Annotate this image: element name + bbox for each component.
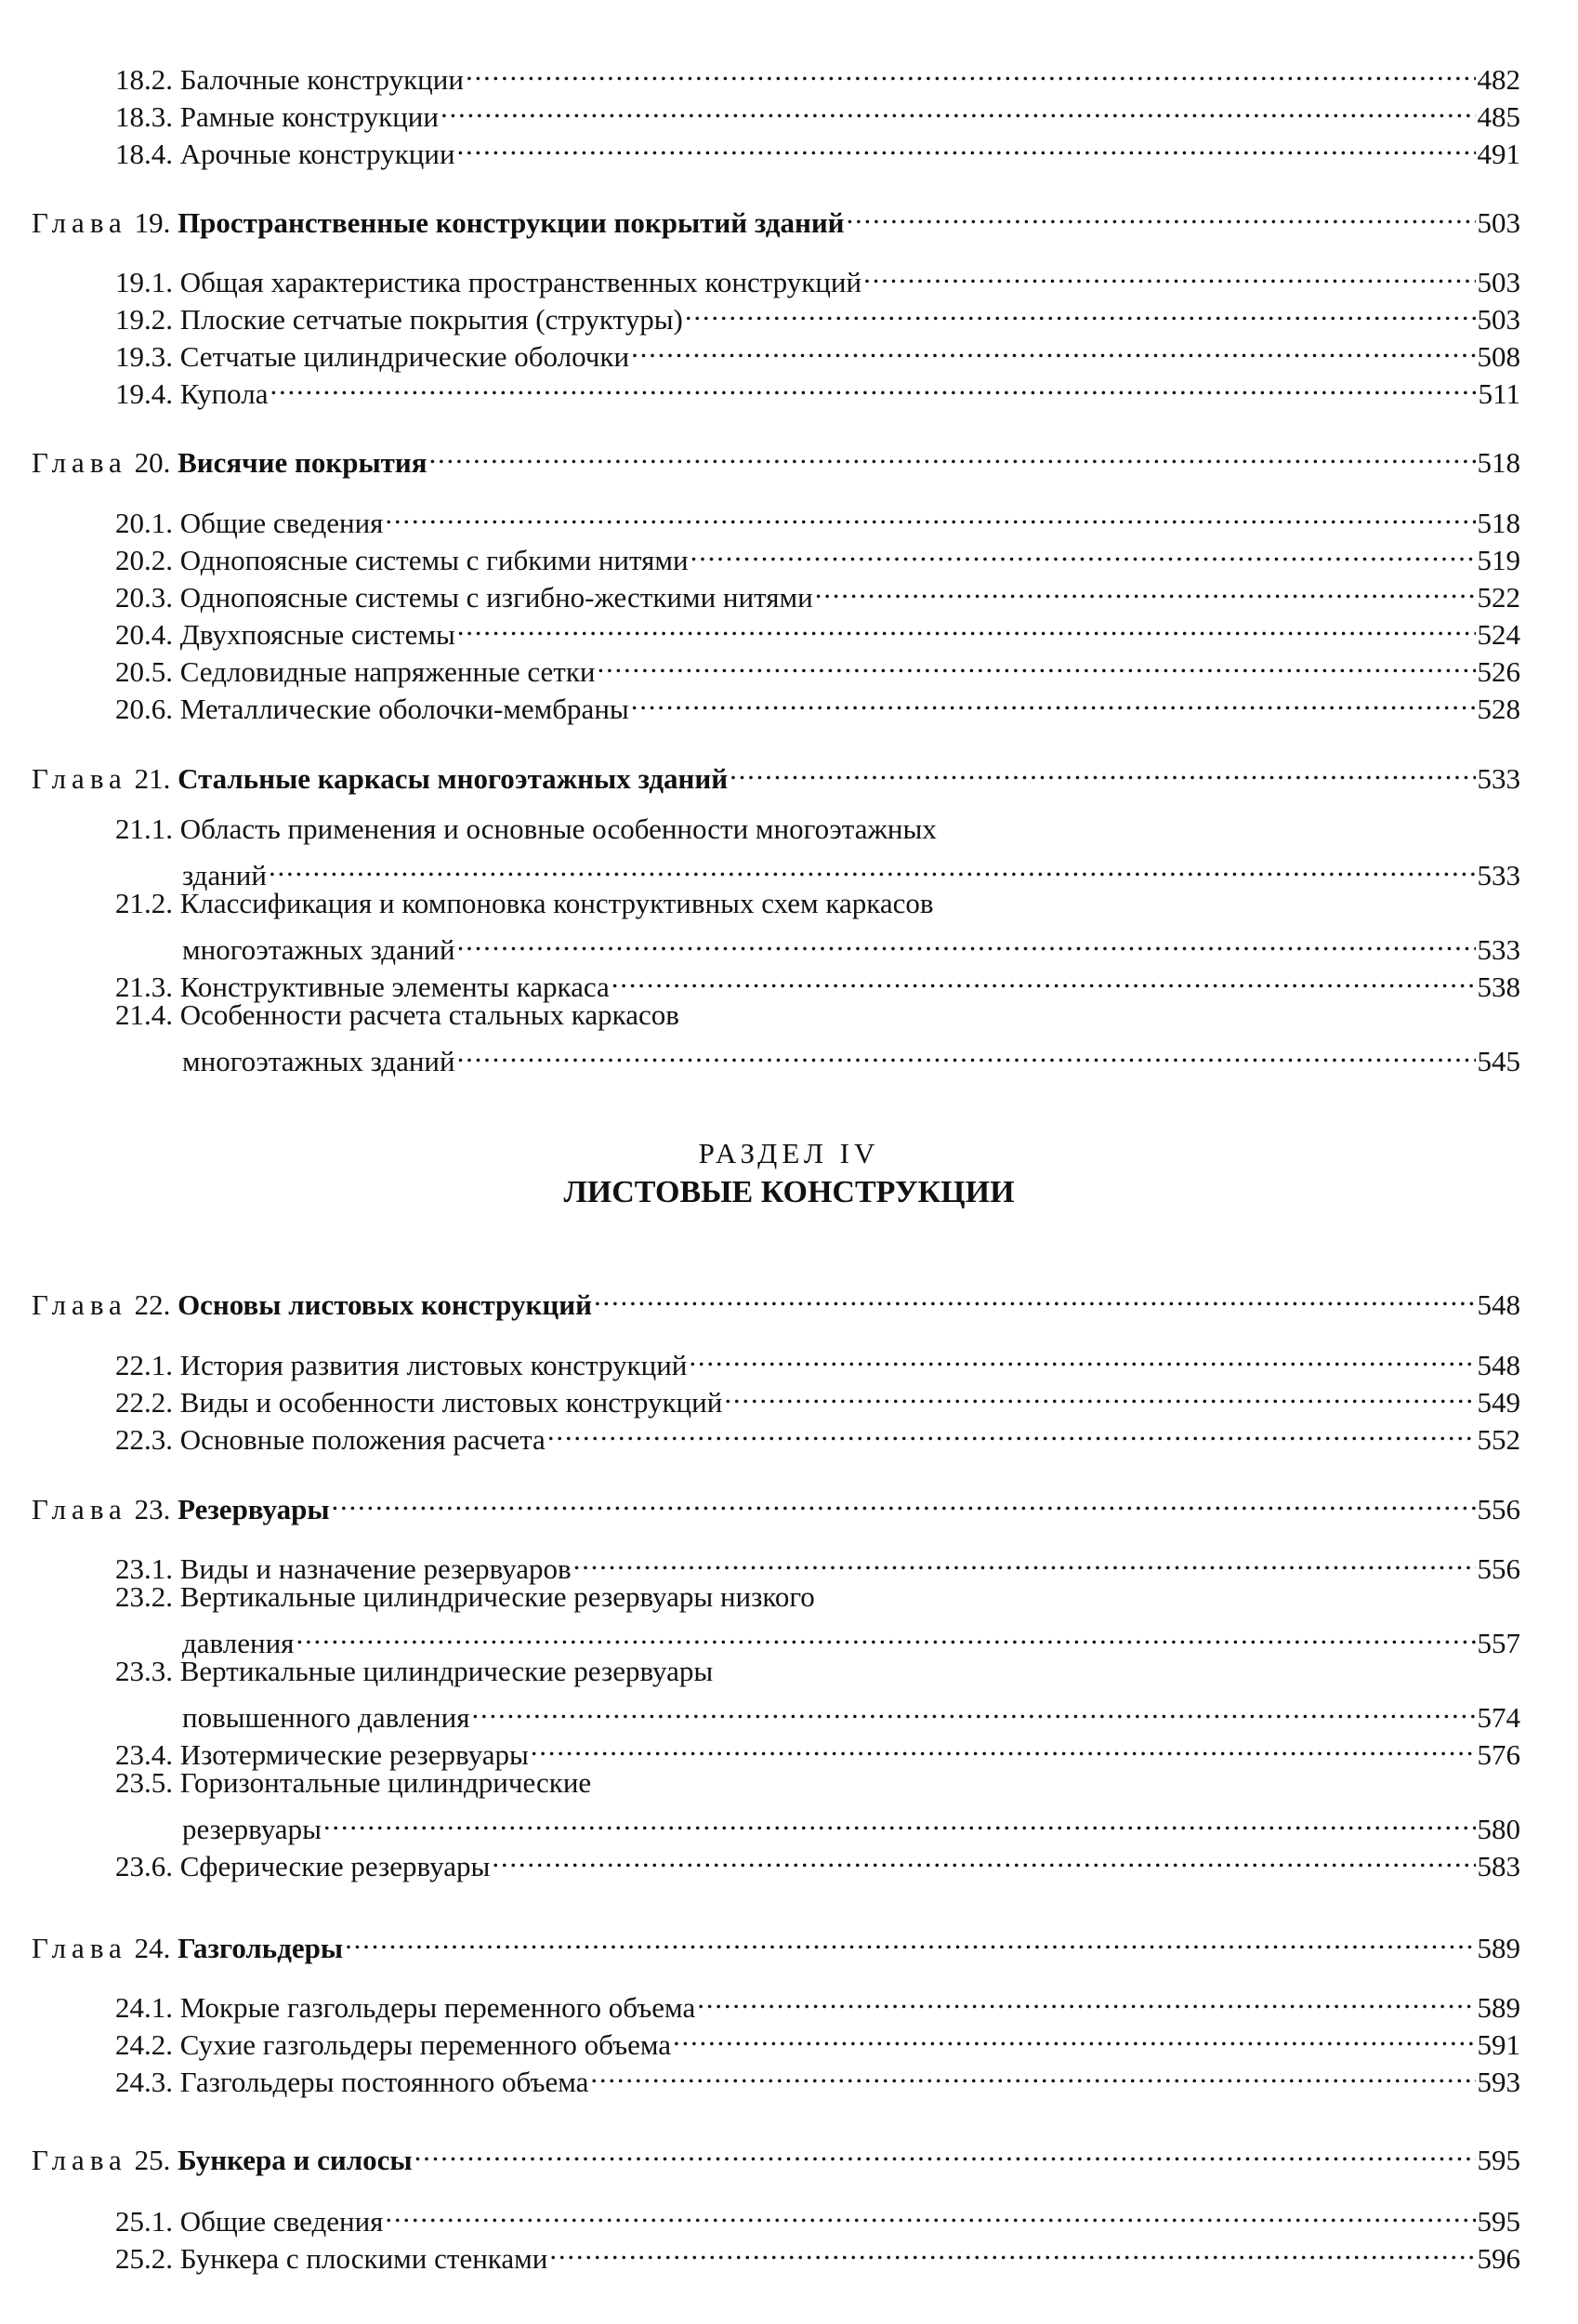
entry-page: 482 <box>1477 63 1520 96</box>
entry-label-line1: 23.2. Вертикальные цилиндрические резервуары низкого <box>115 1580 815 1613</box>
chapter-prefix: Глава <box>32 206 127 239</box>
entry-page: 595 <box>1477 2205 1520 2238</box>
chapter-title: Пространственные конструкции покрытий зданий <box>178 206 845 239</box>
dot-leader <box>457 607 1476 644</box>
dot-leader <box>631 681 1476 719</box>
entry-page: 533 <box>1477 859 1520 891</box>
entry-label-line2: зданий <box>182 859 267 891</box>
toc-entry <box>182 1802 1520 1845</box>
entry-label: 18.3. Рамные конструкции <box>115 100 439 133</box>
toc-entry <box>115 681 1520 725</box>
toc-entry <box>115 89 1520 133</box>
dot-leader <box>685 292 1476 329</box>
entry-label: 22.2. Виды и особенности листовых конструкций <box>115 1386 723 1419</box>
dot-leader <box>590 2054 1475 2092</box>
entry-label: 20.5. Седловидные напряженные сетки <box>115 655 596 688</box>
dot-leader <box>270 366 1477 403</box>
entry-label-line1: 21.2. Классификация и компоновка конструктивных схем каркасов <box>115 887 934 919</box>
dot-leader <box>296 1616 1475 1653</box>
entry-page: 589 <box>1477 1991 1520 2024</box>
entry-label: 19.4. Купола <box>115 377 269 410</box>
entry-page: 549 <box>1477 1386 1520 1419</box>
chapter-prefix: Глава <box>32 1288 127 1321</box>
toc-entry <box>115 607 1520 651</box>
dot-leader <box>815 570 1476 607</box>
dot-leader <box>673 2017 1475 2054</box>
dot-leader <box>457 126 1476 164</box>
toc-entry <box>115 495 1520 539</box>
dot-leader <box>730 751 1475 788</box>
toc-entry <box>115 2017 1520 2061</box>
entry-page: 522 <box>1477 581 1520 614</box>
entry-page: 593 <box>1477 2066 1520 2098</box>
toc-entry <box>182 1034 1520 1077</box>
chapter-page: 589 <box>1477 1932 1520 1964</box>
entry-page: 491 <box>1477 138 1520 170</box>
chapter-prefix: Глава <box>32 1932 127 1964</box>
dot-leader <box>611 959 1476 997</box>
chapter-title: Резервуары <box>178 1493 330 1525</box>
dot-leader <box>549 2231 1475 2268</box>
dot-leader <box>414 2133 1476 2170</box>
chapter-prefix: Глава <box>32 2144 127 2176</box>
entry-label: 19.3. Сетчатые цилиндрические оболочки <box>115 340 630 373</box>
entry-page: 533 <box>1477 933 1520 966</box>
chapter-page: 503 <box>1477 206 1520 239</box>
entry-page: 526 <box>1477 655 1520 688</box>
dot-leader <box>724 1375 1475 1412</box>
entry-label-line2: давления <box>182 1627 295 1659</box>
toc-entry <box>182 848 1520 891</box>
toc-entry <box>115 1727 1520 1771</box>
entry-label: 24.1. Мокрые газгольдеры переменного объема <box>115 1991 696 2024</box>
entry-label-line1: 23.3. Вертикальные цилиндрические резервуары <box>115 1655 714 1687</box>
entry-page: 545 <box>1477 1045 1520 1077</box>
entry-page: 574 <box>1477 1701 1520 1734</box>
chapter-title: Бункера и силосы <box>178 2144 413 2176</box>
entry-label: 20.6. Металлические оболочки-мембраны <box>115 693 629 725</box>
dot-leader <box>269 848 1476 885</box>
toc-entry <box>115 1412 1520 1456</box>
chapter-25-heading <box>32 2133 1520 2176</box>
dot-leader <box>466 52 1476 89</box>
toc-entry <box>115 2231 1520 2275</box>
entry-label: 20.4. Двухпоясные системы <box>115 618 455 651</box>
entry-page: 591 <box>1477 2028 1520 2061</box>
entry-page: 519 <box>1477 544 1520 576</box>
chapter-title: Основы листовых конструкций <box>178 1288 592 1321</box>
entry-label: 25.2. Бункера с плоскими стенками <box>115 2242 548 2275</box>
entry-page: 557 <box>1477 1627 1520 1659</box>
entry-page: 503 <box>1477 303 1520 336</box>
chapter-number: 23. <box>134 1493 171 1525</box>
chapter-prefix: Глава <box>32 1493 127 1525</box>
entry-page: 511 <box>1478 377 1520 410</box>
chapter-prefix: Глава <box>32 446 127 479</box>
entry-page: 518 <box>1477 507 1520 539</box>
chapter-number: 25. <box>134 2144 171 2176</box>
toc-entry <box>115 255 1520 298</box>
dot-leader <box>547 1412 1476 1449</box>
dot-leader <box>531 1727 1476 1764</box>
entry-label-line2: повышенного давления <box>182 1701 470 1734</box>
entry-label: 21.3. Конструктивные элементы каркаса <box>115 971 610 1003</box>
entry-page: 524 <box>1477 618 1520 651</box>
chapter-title: Висячие покрытия <box>178 446 427 479</box>
entry-label: 20.1. Общие сведения <box>115 507 384 539</box>
toc-entry <box>115 1338 1520 1381</box>
chapter-title: Стальные каркасы многоэтажных зданий <box>178 762 729 795</box>
dot-leader <box>697 1980 1475 2017</box>
toc-entry <box>115 1980 1520 2024</box>
chapter-prefix: Глава <box>32 762 127 795</box>
dot-leader <box>472 1690 1476 1727</box>
dot-leader <box>690 533 1476 570</box>
dot-leader <box>385 2194 1475 2231</box>
chapter-19-heading <box>32 195 1520 239</box>
dot-leader <box>598 644 1476 681</box>
dot-leader <box>429 435 1476 472</box>
entry-page: 503 <box>1477 266 1520 298</box>
entry-label: 20.2. Однопоясные системы с гибкими нитями <box>115 544 689 576</box>
toc-entry <box>115 126 1520 170</box>
entry-page: 485 <box>1477 100 1520 133</box>
chapter-21-heading <box>32 751 1520 795</box>
entry-page: 580 <box>1477 1813 1520 1845</box>
entry-label: 24.2. Сухие газгольдеры переменного объема <box>115 2028 672 2061</box>
entry-label-line2: многоэтажных зданий <box>182 933 455 966</box>
dot-leader <box>457 1034 1476 1071</box>
entry-label-line2: многоэтажных зданий <box>182 1045 455 1077</box>
entry-label-line1: 23.5. Горизонтальные цилиндрические <box>115 1766 592 1799</box>
dot-leader <box>332 1482 1476 1519</box>
entry-label: 23.1. Виды и назначение резервуаров <box>115 1552 572 1585</box>
entry-label: 24.3. Газгольдеры постоянного объема <box>115 2066 589 2098</box>
dot-leader <box>457 922 1476 959</box>
chapter-page: 595 <box>1477 2144 1520 2176</box>
entry-label: 20.3. Однопоясные системы с изгибно-жесткими нитями <box>115 581 813 614</box>
toc-entry <box>182 1690 1520 1734</box>
entry-label: 22.1. История развития листовых конструкций <box>115 1349 688 1381</box>
chapter-page: 533 <box>1477 762 1520 795</box>
dot-leader <box>385 495 1475 533</box>
chapter-page: 518 <box>1477 446 1520 479</box>
toc-entry <box>115 533 1520 576</box>
chapter-number: 20. <box>134 446 171 479</box>
dot-leader <box>573 1541 1476 1578</box>
chapter-20-heading <box>32 435 1520 479</box>
chapter-number: 19. <box>134 206 171 239</box>
dot-leader <box>441 89 1476 126</box>
entry-label-line1: 21.4. Особенности расчета стальных каркасов <box>115 998 679 1031</box>
toc-entry <box>115 52 1520 96</box>
toc-entry <box>115 292 1520 336</box>
toc-entry <box>115 959 1520 1003</box>
entry-label-line1: 21.1. Область применения и основные особенности многоэтажных <box>115 812 937 845</box>
chapter-page: 548 <box>1477 1288 1520 1321</box>
chapter-23-heading <box>32 1482 1520 1525</box>
entry-page: 508 <box>1477 340 1520 373</box>
dot-leader <box>689 1338 1475 1375</box>
toc-entry <box>115 570 1520 614</box>
entry-label: 23.4. Изотермические резервуары <box>115 1738 529 1771</box>
entry-label: 19.1. Общая характеристика пространственных конструкций <box>115 266 862 298</box>
entry-page: 552 <box>1477 1423 1520 1456</box>
dot-leader <box>323 1802 1476 1839</box>
entry-page: 538 <box>1477 971 1520 1003</box>
toc-entry <box>115 366 1520 410</box>
toc-entry <box>115 644 1520 688</box>
entry-label: 19.2. Плоские сетчатые покрытия (структуры) <box>115 303 683 336</box>
dot-leader <box>847 195 1476 232</box>
entry-label: 18.2. Балочные конструкции <box>115 63 464 96</box>
entry-label: 22.3. Основные положения расчета <box>115 1423 546 1456</box>
chapter-number: 24. <box>134 1932 171 1964</box>
toc-entry <box>182 1616 1520 1659</box>
toc-entry <box>115 1541 1520 1585</box>
entry-page: 576 <box>1477 1738 1520 1771</box>
chapter-number: 22. <box>134 1288 171 1321</box>
dot-leader <box>492 1839 1475 1876</box>
chapter-page: 556 <box>1477 1493 1520 1525</box>
entry-label: 18.4. Арочные конструкции <box>115 138 455 170</box>
section-title: ЛИСТОВЫЕ КОНСТРУКЦИИ <box>563 1175 1015 1209</box>
entry-page: 583 <box>1477 1850 1520 1882</box>
toc-entry <box>115 2054 1520 2098</box>
section-number: РАЗДЕЛ IV <box>698 1137 880 1169</box>
dot-leader <box>631 329 1475 366</box>
entry-label-line2: резервуары <box>182 1813 322 1845</box>
entry-page: 528 <box>1477 693 1520 725</box>
toc-entry <box>182 922 1520 966</box>
entry-page: 556 <box>1477 1552 1520 1585</box>
entry-page: 548 <box>1477 1349 1520 1381</box>
dot-leader <box>594 1277 1476 1314</box>
dot-leader <box>863 255 1475 292</box>
toc-entry <box>115 1375 1520 1419</box>
toc-entry <box>115 329 1520 373</box>
chapter-22-heading <box>32 1277 1520 1321</box>
chapter-title: Газгольдеры <box>178 1932 344 1964</box>
dot-leader <box>345 1921 1475 1958</box>
entry-page: 596 <box>1477 2242 1520 2275</box>
toc-entry <box>115 2194 1520 2238</box>
toc-entry <box>115 1839 1520 1882</box>
entry-label: 23.6. Сферические резервуары <box>115 1850 491 1882</box>
chapter-24-heading <box>32 1921 1520 1964</box>
chapter-number: 21. <box>134 762 171 795</box>
entry-label: 25.1. Общие сведения <box>115 2205 384 2238</box>
